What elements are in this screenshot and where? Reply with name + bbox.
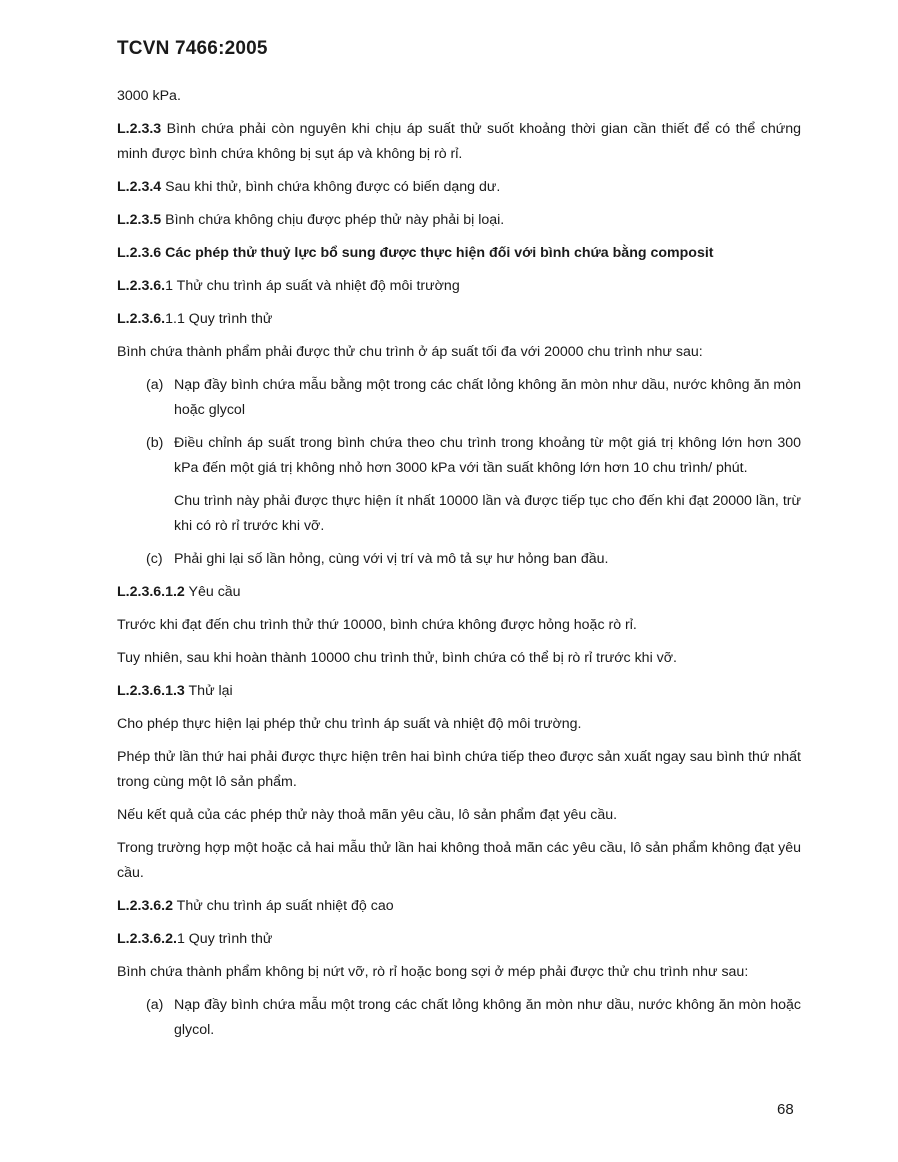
procedure-list-2 [117, 993, 801, 1043]
section-l2-3-6-1-3 [117, 679, 801, 704]
section-text: Sau khi thử, bình chứa không được có biến dạng dư. [161, 179, 501, 195]
section-text: Thử lại [184, 683, 233, 699]
list-marker: (a) [146, 997, 164, 1013]
section-l2-3-3 [117, 117, 801, 167]
section-l2-3-6-2 [117, 894, 801, 919]
paragraph: Phép thử lần thứ hai phải được thực hiện trên hai bình chứa tiếp theo được sản xuất ngay sau bình thứ nhất trong cùng một lô sản phẩm. [117, 749, 801, 790]
section-number-suffix: 1.1 [165, 311, 185, 327]
section-number: L.2.3.6.1.2 [117, 584, 185, 600]
section-number: L.2.3.6.2. [117, 931, 177, 947]
section-number: L.2.3.5 [117, 212, 162, 228]
section-l2-3-4 [117, 175, 801, 200]
list-marker: (c) [146, 551, 163, 567]
section-l2-3-6-1-1 [117, 307, 801, 332]
section-l2-3-5 [117, 208, 801, 233]
section-text: Quy trình thử [184, 311, 273, 327]
section-number-suffix: 1 [165, 278, 173, 294]
paragraph: Bình chứa thành phẩm phải được thử chu trình ở áp suất tối đa với 20000 chu trình như sau: [117, 344, 703, 360]
section-number: L.2.3.4 [117, 179, 162, 195]
section-text: Quy trình thử [184, 931, 273, 947]
list-item [117, 373, 801, 423]
paragraph: Trong trường hợp một hoặc cả hai mẫu thử lần hai không thoả mãn các yêu cầu, lô sản phẩm không đạt yêu cầu. [117, 840, 801, 881]
document-id-header: TCVN 7466:2005 [117, 38, 268, 59]
paragraph: Cho phép thực hiện lại phép thử chu trình áp suất và nhiệt độ môi trường. [117, 716, 582, 732]
list-item [117, 547, 801, 572]
list-marker: (b) [146, 435, 164, 451]
section-number: L.2.3.3 [117, 121, 162, 137]
section-text: Bình chứa không chịu được phép thử này phải bị loại. [161, 212, 505, 228]
paragraph: Nếu kết quả của các phép thử này thoả mãn yêu cầu, lô sản phẩm đạt yêu cầu. [117, 807, 618, 823]
procedure-list [117, 373, 801, 572]
list-item [117, 431, 801, 481]
section-text: Bình chứa phải còn nguyên khi chịu áp suất thử suốt khoảng thời gian cần thiết để có thể chứng minh được bình chứa không bị sụt áp và không bị rò rỉ. [117, 121, 801, 162]
page-number: 68 [777, 1101, 794, 1118]
section-number: L.2.3.6 [117, 245, 162, 261]
list-item [117, 993, 801, 1043]
list-marker: (a) [146, 377, 164, 393]
paragraph: 3000 kPa. [117, 88, 181, 104]
list-item-text: Nạp đầy bình chứa mẫu bằng một trong các chất lỏng không ăn mòn như dầu, nước không ăn mòn hoặc glycol [174, 377, 801, 418]
list-item-text: Phải ghi lại số lần hỏng, cùng với vị trí và mô tả sự hư hỏng ban đầu. [174, 551, 609, 567]
paragraph: Trước khi đạt đến chu trình thử thứ 10000, bình chứa không được hỏng hoặc rò rỉ. [117, 617, 637, 633]
section-number: L.2.3.6.1.3 [117, 683, 185, 699]
section-l2-3-6-heading [117, 241, 801, 266]
section-number: L.2.3.6. [117, 311, 166, 327]
document-body [117, 84, 801, 1051]
paragraph: Tuy nhiên, sau khi hoàn thành 10000 chu trình thử, bình chứa có thể bị rò rỉ trước khi vỡ. [117, 650, 677, 666]
list-continuation: Chu trình này phải được thực hiện ít nhất 10000 lần và được tiếp tục cho đến khi đạt 20000 lần, trừ khi có rò rỉ trước khi vỡ. [174, 493, 801, 534]
section-l2-3-6-1 [117, 274, 801, 299]
section-l2-3-6-2-1 [117, 927, 801, 952]
section-text: Thử chu trình áp suất và nhiệt độ môi trường [173, 278, 460, 294]
section-number: L.2.3.6. [117, 278, 166, 294]
list-item-text: Điều chỉnh áp suất trong bình chứa theo chu trình trong khoảng từ một giá trị không lớn hơn 300 kPa đến một giá trị không nhỏ hơn 3000 kPa với tần suất không lớn hơn 10 chu trình/ phút. [174, 435, 801, 476]
section-number: L.2.3.6.2 [117, 898, 173, 914]
section-number-suffix: 1 [176, 931, 185, 947]
list-item-text: Nạp đầy bình chứa mẫu một trong các chất lỏng không ăn mòn như dầu, nước không ăn mòn hoặc glycol. [174, 997, 801, 1038]
section-l2-3-6-1-2 [117, 580, 801, 605]
section-heading-text: Các phép thử thuỷ lực bổ sung được thực hiện đối với bình chứa bằng composit [161, 245, 714, 261]
section-text: Yêu cầu [184, 584, 241, 600]
section-text: Thử chu trình áp suất nhiệt độ cao [173, 898, 394, 914]
paragraph: Bình chứa thành phẩm không bị nứt vỡ, rò rỉ hoặc bong sợi ở mép phải được thử chu trình như sau: [117, 964, 749, 980]
